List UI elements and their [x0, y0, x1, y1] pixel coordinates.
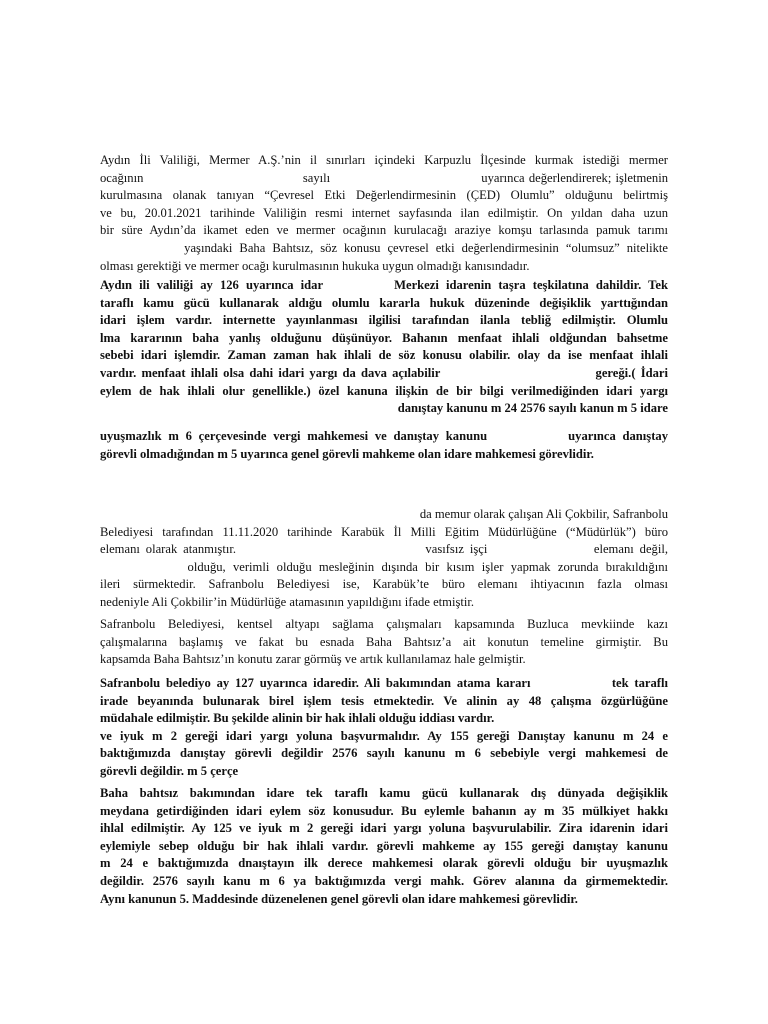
paragraph-4-case-facts: [100, 506, 668, 612]
text-line: sebebi idari işlemdir. Zaman zaman hak ihlali de söz konusu olabilir. olay da ise menfaat ihlali: [100, 348, 668, 363]
text-line: Belediyesi tarafından 11.11.2020 tarihinde Karabük İl Milli Eğitim Müdürlüğüne (“Müdürlük”) büro: [100, 524, 668, 539]
text-line: m 24 e baktığımızda dnaıştayın ilk derece mahkemesi olarak görevli olduğu bir uyuşmazlık: [100, 856, 668, 871]
text-line: da memur olarak çalışan Ali Çokbilir, Safranbolu: [419, 507, 668, 521]
text-line: müdahale edilmiştir. Bu şekilde alinin bir hak ihlali olduğu iddiası vardır.: [100, 711, 495, 726]
text-line: olduğu, verimli olduğu mesleğinin dışında bir kısım işler yapmak zorunda bırakıldığını: [100, 559, 668, 574]
text-line: çalışmalarına başlamış ve fakat bu esnada Baha Bahtsız’a ait konutun temeline girmiştir. Bu: [100, 634, 668, 649]
text-line: eylemiyle sebep olduğu bir hak ihlali vardır. görevli mahkeme ay 155 gereği danıştay kanunu: [100, 838, 668, 853]
paragraph-2-answer: [100, 277, 668, 418]
text-line: Aynı kanunun 5. Maddesinde düzenelenen genel görevli olan idare mahkemesi görevlidir.: [100, 891, 578, 906]
text-line: Safranbolu Belediyesi, kentsel altyapı sağlama çalışmaları kapsamında Buzluca mevkiinde kazı: [100, 617, 668, 631]
paragraph-3-answer-cont: [100, 428, 668, 463]
text-line: ve bu, 20.01.2021 tarihinde Valiliğin resmi internet sayfasında ilan edilmiştir. On yıldan daha uzun: [100, 205, 668, 220]
text-line: görevli değildir. m 5 çerçe: [100, 763, 239, 778]
text-line: Safranbolu belediyo ay 127 uyarınca idaredir. Ali bakımından atama kararı tek taraflı: [100, 676, 668, 690]
paragraph-7-answer: [100, 785, 668, 908]
text-line: Baha bahtsız bakımından idare tek taraflı kamu gücü kullanarak dış dünyada değişiklik: [100, 786, 668, 800]
paragraph-1-case-facts: [100, 152, 668, 275]
text-line: Aydın İli Valiliği, Mermer A.Ş.’nin il sınırları içindeki Karpuzlu İlçesinde kurmak istediği mermer: [100, 153, 668, 167]
text-line: eylem de hak ihlali olur genellikle.) özel kanuna ilişkin de bir bilgi verilmediğinden idari yargı: [100, 383, 668, 398]
text-line: elemanı olarak atanmıştır. vasıfsız işçi elemanı değil,: [100, 542, 668, 557]
text-line: meydana getirdiğinden idari eylem söz konusudur. Bu eylemle bahanın ay m 35 mülkiyet hakkı: [100, 803, 668, 818]
text-line: idari işlem vardır. internette yayınlanması ilgilisi tarafından ilanla tebliğ edilmiştir. Olumlu: [100, 313, 668, 328]
text-line: ve iyuk m 2 gereği idari yargı yoluna başvurmalıdır. Ay 155 gereği Danıştay kanunu m 24 e: [100, 728, 668, 743]
text-line: Aydın ili valiliği ay 126 uyarınca idar Merkezi idarenin taşra teşkilatına dahildir. Tek: [100, 278, 668, 292]
text-line: değildir. 2576 sayılı kanu m 6 ya baktığımızda vergi mahk. Görev alanına da girmemektedir.: [100, 873, 668, 888]
text-line: lma kararının baha yanlış olduğunu düşünüyor. Bahanın menfaat ihlali oldğundan bahsetme: [100, 330, 668, 345]
text-line: olması gerektiği ve mermer ocağı kurulmasının hukuka uygun olmadığı kanısındadır.: [100, 258, 530, 273]
text-line: taraflı kamu gücü kullanarak aldığu olumlu kararla hukuk düzeninde değişiklik yarttığından: [100, 295, 668, 310]
text-line: nedeniyle Ali Çokbilir’in Müdürlüğe atamasının yapıldığını ifade etmiştir.: [100, 594, 475, 609]
text-line: görevli olmadığından m 5 uyarınca genel görevli mahkeme olan idare mahkemesi görevlidir.: [100, 446, 594, 461]
text-line: kurulmasına olanak tanıyan “Çevresel Etki Değerlendirmesinin (ÇED) Olumlu” olduğunu belirtmiş: [100, 188, 668, 203]
text-line: ocağının sayılı uyarınca değerlendirerek; işletmenin: [100, 170, 668, 185]
text-line: ihlal edilmiştir. Ay 125 ve iyuk m 2 gereği idari yargı yoluna başvurulabilir. Zira idarenin idari: [100, 821, 668, 836]
text-line: kapsamda Baha Bahtsız’ın konutu zarar görmüş ve artık kullanılamaz hale gelmiştir.: [100, 652, 526, 667]
text-line: danıştay kanunu m 24 2576 sayılı kanun m 5 idare: [397, 401, 668, 416]
text-line: baktığımızda danıştay görevli değildir 2576 sayılı kanunu m 6 sebebiyle vergi mahkemesi de: [100, 746, 668, 761]
text-line: yaşındaki Baha Bahtsız, söz konusu çevresel etki değerlendirmesinin “olumsuz” nitelikte: [100, 240, 668, 255]
text-line: irade beyanında bulunarak birel işlem tesis etmektedir. Ve alinin ay 48 çalışma özgürlüğüne: [100, 693, 668, 708]
text-line: bir süre Aydın’da ikamet eden ve mermer ocağının kurulacağı araziye komşu tarlasında pamuk tarımı: [100, 223, 668, 238]
text-line: vardır. menfaat ihlali olsa dahi idari yargı da dava açılabilir gereği.( İdari: [100, 365, 668, 380]
text-line: uyuşmazlık m 6 çerçevesinde vergi mahkemesi ve danıştay kanunu uyarınca danıştay: [100, 429, 668, 443]
text-line: ileri sürmektedir. Safranbolu Belediyesi ise, Karabük’te büro elemanı ihtiyacının fazla olması: [100, 577, 668, 592]
paragraph-5-case-facts: [100, 616, 668, 669]
paragraph-6-answer: [100, 675, 668, 781]
